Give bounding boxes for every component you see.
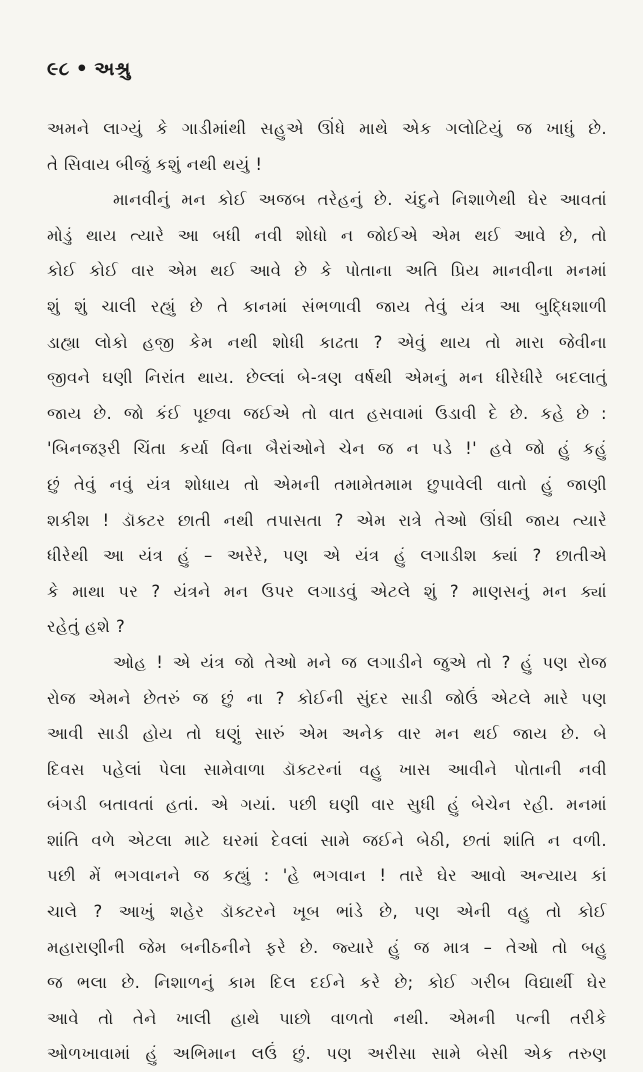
text-line: આવી સાડી હોય તો ઘણું સારું એમ અનેક વાર મન થઈ જાય છે. બે [47,724,607,744]
text-line: બંગડી બતાવતાં હતાં. એ ગયાં. પછી ઘણી વાર સુધી હું બેચેન રહી. મનમાં [47,795,607,815]
text-line: આવે તો તેને ખાલી હાથે પાછો વાળતો નથી. એમની પત્ની તરીકે [47,1008,607,1028]
running-head [47,58,131,80]
text-line: શકીશ ! ડૉક્ટર છાતી નથી તપાસતા ? એમ રાત્રે તેઓ ઊંઘી જાય ત્યારે [47,510,607,530]
text-line: અમને લાગ્યું કે ગાડીમાંથી સહુએ ઊંધે માથે એક ગલોટિયું જ ખાધું છે. [47,119,607,138]
text-line: ચાલે ? આખું શહેર ડૉક્ટરને ખૂબ ભાંડે છે, પણ એની વહુ તો કોઈ [47,902,607,922]
text-line: જીવને ઘણી નિરાંત થાય. છેલ્લાં બે-ત્રણ વર્ષથી એમનું મન ધીરેધીરે બદલાતું [47,368,607,388]
text-line: શું શું ચાલી રહ્યું છે તે કાનમાં સંભળાવી જાય તેવું યંત્ર આ બુદ્ધિશાળી [47,296,607,316]
text-line: ઓહ ! એ યંત્ર જો તેઓ મને જ લગાડીને જુએ તો ? હું પણ રોજ [113,652,607,672]
text-line: માનવીનું મન કોઈ અજબ તરેહનું છે. ચંદુને નિશાળેથી ઘેર આવતાં [113,190,607,210]
text-line: જ ભલા છે. નિશાળનું કામ દિલ દઈને કરે છે; કોઈ ગરીબ વિદ્યાર્થી ઘેર [47,973,607,993]
text-line: દિવસ પહેલાં પેલા સામેવાળા ડૉક્ટરનાં વહુ ખાસ આવીને પોતાની નવી [47,759,607,779]
text-line: મહારાણીની જેમ બનીઠનીને ફરે છે. જ્યારે હું જ માત્ર – તેઓ તો બહુ [47,937,607,957]
text-line: 'બિનજરૂરી ચિંતા કર્યા વિના બૈરાંઓને ચેન જ ન પડે !' હવે જો હું કહું [47,439,607,459]
text-line: રોજ એમને છેતરું જ છું ના ? કોઈની સુંદર સાડી જોઉં એટલે મારે પણ [47,688,607,708]
book-title: અશ્રુ [94,58,131,80]
text-line: તે સિવાય બીજું કશું નથી થયું ! [47,154,263,174]
bullet-separator: • [75,58,89,80]
text-line: શાંતિ વળે એટલા માટે ઘરમાં દેવલાં સામે જઈને બેઠી, છતાં શાંતિ ન વળી. [47,830,607,850]
text-line: કે માથા પર ? યંત્રને મન ઉપર લગાડવું એટલે શું ? માણસનું મન ક્યાં [47,581,607,601]
text-line: જાય છે. જો કંઈ પૂછવા જઈએ તો વાત હસવામાં ઉડાવી દે છે. કહે છે : [47,403,607,423]
text-line: ડાહ્યા લોકો હજી કેમ નથી શોધી કાઢતા ? એવું થાય તો મારા જેવીના [47,332,607,352]
text-line: કોઈ કોઈ વાર એમ થઈ આવે છે કે પોતાના અતિ પ્રિય માનવીના મનમાં [47,261,607,281]
page-number: ૯૮ [47,58,70,80]
body-text [47,111,607,1072]
text-line: પછી મેં ભગવાનને જ કહ્યું : 'હે ભગવાન ! તારે ઘેર આવો અન્યાય કાં [47,866,607,886]
text-line: રહેતું હશે ? [47,617,126,637]
text-line: ઓળખાવામાં હું અભિમાન લઉં છું. પણ અરીસા સામે બેસી એક તરુણ [47,1044,607,1064]
text-line: ધીરેથી આ યંત્ર હું – અરેરે, પણ એ યંત્ર હું લગાડીશ ક્યાં ? છાતીએ [47,546,607,566]
text-line: મોડું થાય ત્યારે આ બધી નવી શોધો ન જોઈએ એમ થઈ આવે છે, તો [47,225,607,245]
text-line: છું તેવું નવું યંત્ર શોધાય તો એમની તમામેતમામ છુપાવેલી વાતો હું જાણી [47,474,607,494]
